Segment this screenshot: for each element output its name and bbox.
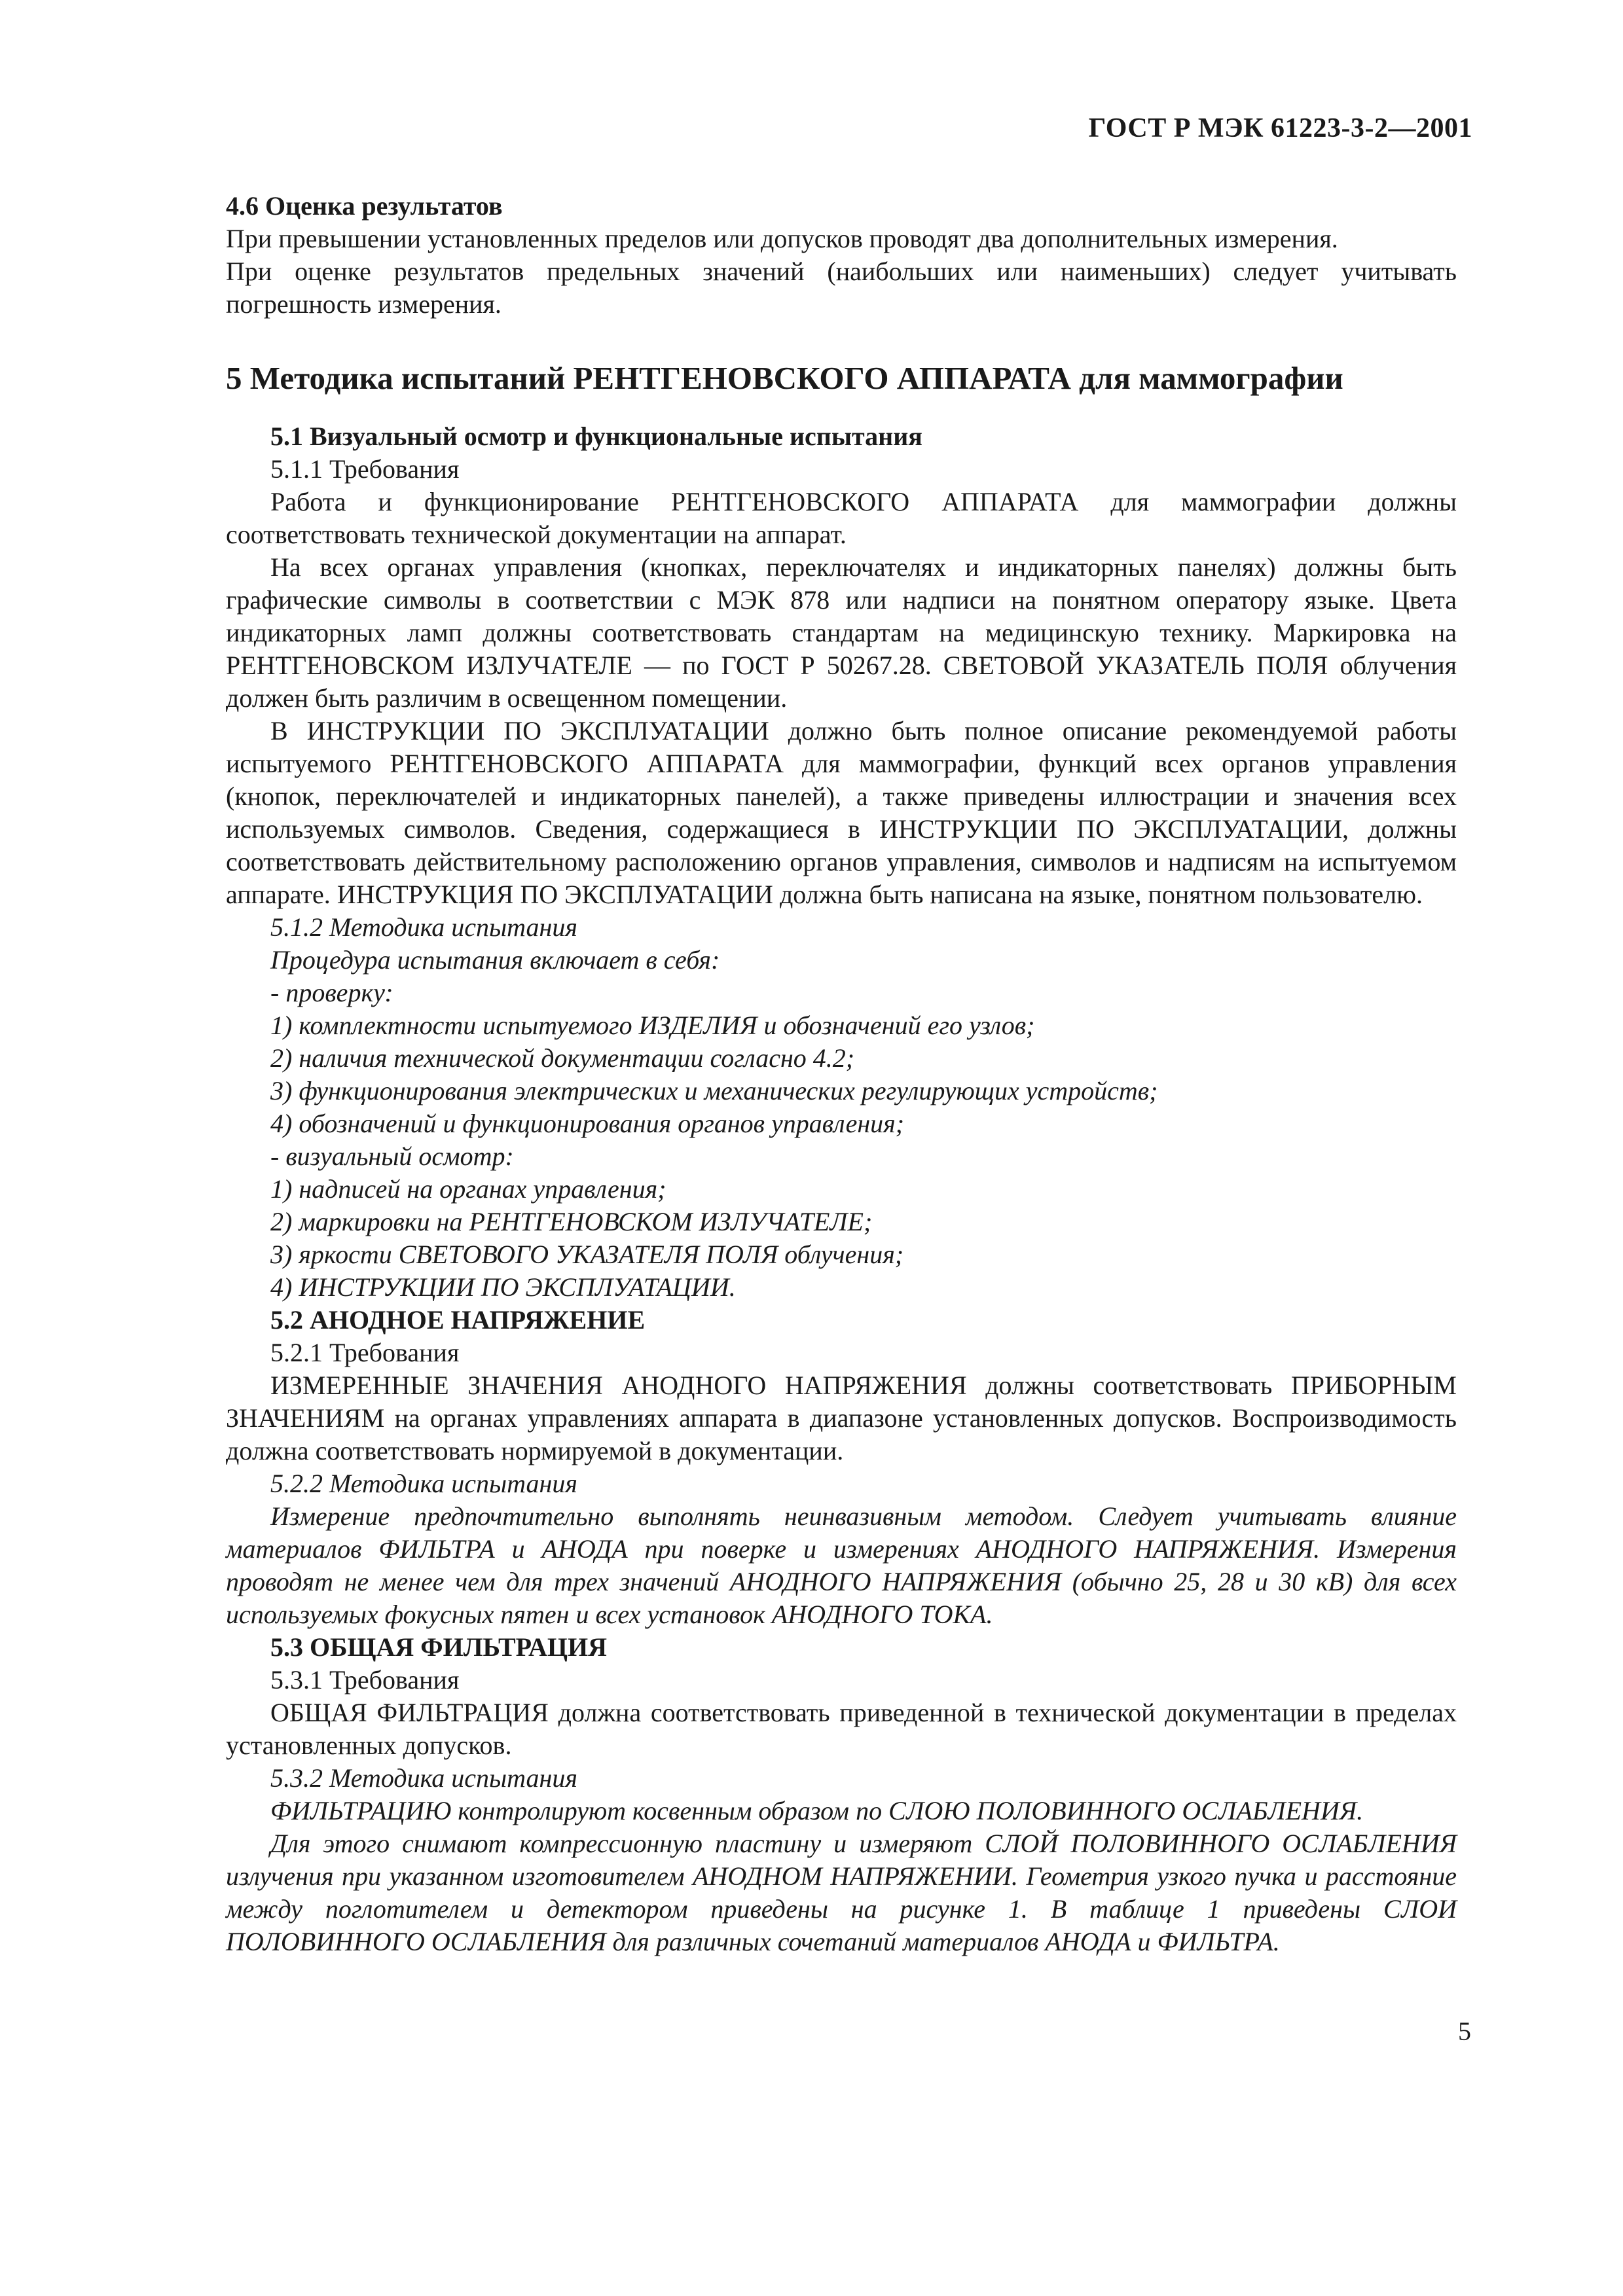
- paragraph: [226, 223, 1457, 255]
- paragraph-text: При превышении установленных пределов или допусков проводят два дополнительных измерения.: [226, 224, 1338, 253]
- list-item: 3) функционирования электрических и механических регулирующих устройств;: [270, 1076, 1158, 1105]
- paragraph: Работа и функционирование РЕНТГЕНОВСКОГО АППАРАТА для маммографии должны соответствовать технической документации на аппарат.: [226, 487, 1457, 549]
- paragraph: [226, 255, 1457, 321]
- paragraph-text: При оценке результатов предельных значений (наибольших или наименьших) следует учитывать погрешность измерения.: [226, 257, 1457, 319]
- paragraph: ИЗМЕРЕННЫЕ ЗНАЧЕНИЯ АНОДНОГО НАПРЯЖЕНИЯ должны соответствовать ПРИБОРНЫМ ЗНАЧЕНИЯМ на органах управлениях аппарата в диапазоне установленных допусков. Воспроизводимость должна соответствовать нормируемой в документации.: [226, 1371, 1457, 1465]
- subsection-heading: 5.1.1 Требования: [270, 454, 460, 484]
- section-heading-5-3: 5.3 ОБЩАЯ ФИЛЬТРАЦИЯ: [270, 1632, 607, 1662]
- paragraph: Измерение предпочтительно выполнять неинвазивным методом. Следует учитывать влияние материалов ФИЛЬТРА и АНОДА при поверке и измерениях АНОДНОГО НАПРЯЖЕНИЯ. Измерения проводят не менее чем для трех значений АНОДНОГО НАПРЯЖЕНИЯ (обычно 25, 28 и 30 кВ) для всех используемых фокусных пятен и всех установок АНОДНОГО ТОКА.: [226, 1501, 1457, 1629]
- subsection-heading: 5.2.1 Требования: [270, 1338, 460, 1367]
- paragraph: В ИНСТРУКЦИИ ПО ЭКСПЛУАТАЦИИ должно быть полное описание рекомендуемой работы испытуемого РЕНТГЕНОВСКОГО АППАРАТА для маммографии, функций всех органов управления (кнопок, переключателей и индикаторных панелей), а также приведены иллюстрации и значения всех используемых символов. Сведения, содержащиеся в ИНСТРУКЦИИ ПО ЭКСПЛУАТАЦИИ, должны соответствовать действительному расположению органов управления, символов и надписям на испытуемом аппарате. ИНСТРУКЦИЯ ПО ЭКСПЛУАТАЦИИ должна быть написана на языке, понятном пользователю.: [226, 716, 1457, 909]
- section-heading-4-6: 4.6 Оценка результатов: [226, 191, 503, 221]
- section-heading-5-1: 5.1 Визуальный осмотр и функциональные испытания: [270, 422, 922, 451]
- list-item: 4) обозначений и функционирования органов управления;: [270, 1109, 905, 1138]
- paragraph: ОБЩАЯ ФИЛЬТРАЦИЯ должна соответствовать приведенной в технической документации в пределах установленных допусков.: [226, 1698, 1457, 1760]
- section-heading-5: 5 Методика испытаний РЕНТГЕНОВСКОГО АППАРАТА для маммографии: [226, 360, 1343, 396]
- subsection-heading: 5.1.2 Методика испытания: [270, 912, 577, 942]
- list-item: 1) комплектности испытуемого ИЗДЕЛИЯ и обозначений его узлов;: [270, 1011, 1035, 1040]
- list-item: 4) ИНСТРУКЦИИ ПО ЭКСПЛУАТАЦИИ.: [270, 1272, 736, 1302]
- list-item: 2) наличия технической документации согласно 4.2;: [270, 1043, 855, 1073]
- paragraph: На всех органах управления (кнопках, переключателях и индикаторных панелях) должны быть графические символы в соответствии с МЭК 878 или надписи на понятном оператору языке. Цвета индикаторных ламп должны соответствовать стандартам на медицинскую технику. Маркировка на РЕНТГЕНОВСКОМ ИЗЛУЧАТЕЛЕ — по ГОСТ Р 50267.28. СВЕТОВОЙ УКАЗАТЕЛЬ ПОЛЯ облучения должен быть различим в освещенном помещении.: [226, 552, 1457, 713]
- page-number: 5: [1458, 2017, 1471, 2046]
- subsection-heading: 5.2.2 Методика испытания: [270, 1469, 577, 1498]
- subsection-heading: 5.3.2 Методика испытания: [270, 1763, 577, 1793]
- document-header: ГОСТ Р МЭК 61223-3-2—2001: [1088, 113, 1472, 143]
- subsection-heading: 5.3.1 Требования: [270, 1665, 460, 1695]
- list-item: 2) маркировки на РЕНТГЕНОВСКОМ ИЗЛУЧАТЕЛЕ;: [270, 1207, 873, 1236]
- paragraph: ФИЛЬТРАЦИЮ контролируют косвенным образом по СЛОЮ ПОЛОВИННОГО ОСЛАБЛЕНИЯ.: [270, 1796, 1364, 1825]
- list-label: - проверку:: [270, 978, 393, 1007]
- paragraph: Для этого снимают компрессионную пластину и измеряют СЛОЙ ПОЛОВИННОГО ОСЛАБЛЕНИЯ излучения при указанном изготовителем АНОДНОМ НАПРЯЖЕНИИ. Геометрия узкого пучка и расстояние между поглотителем и детектором приведены на рисунке 1. В таблице 1 приведены СЛОИ ПОЛОВИННОГО ОСЛАБЛЕНИЯ для различных сочетаний материалов АНОДА и ФИЛЬТРА.: [226, 1829, 1457, 1956]
- section-heading-5-2: 5.2 АНОДНОЕ НАПРЯЖЕНИЕ: [270, 1305, 646, 1335]
- document-body: [226, 190, 1457, 1958]
- procedure-intro: Процедура испытания включает в себя:: [270, 945, 720, 975]
- list-item: 1) надписей на органах управления;: [270, 1174, 666, 1204]
- list-item: 3) яркости СВЕТОВОГО УКАЗАТЕЛЯ ПОЛЯ облучения;: [270, 1240, 904, 1269]
- list-label: - визуальный осмотр:: [270, 1141, 514, 1171]
